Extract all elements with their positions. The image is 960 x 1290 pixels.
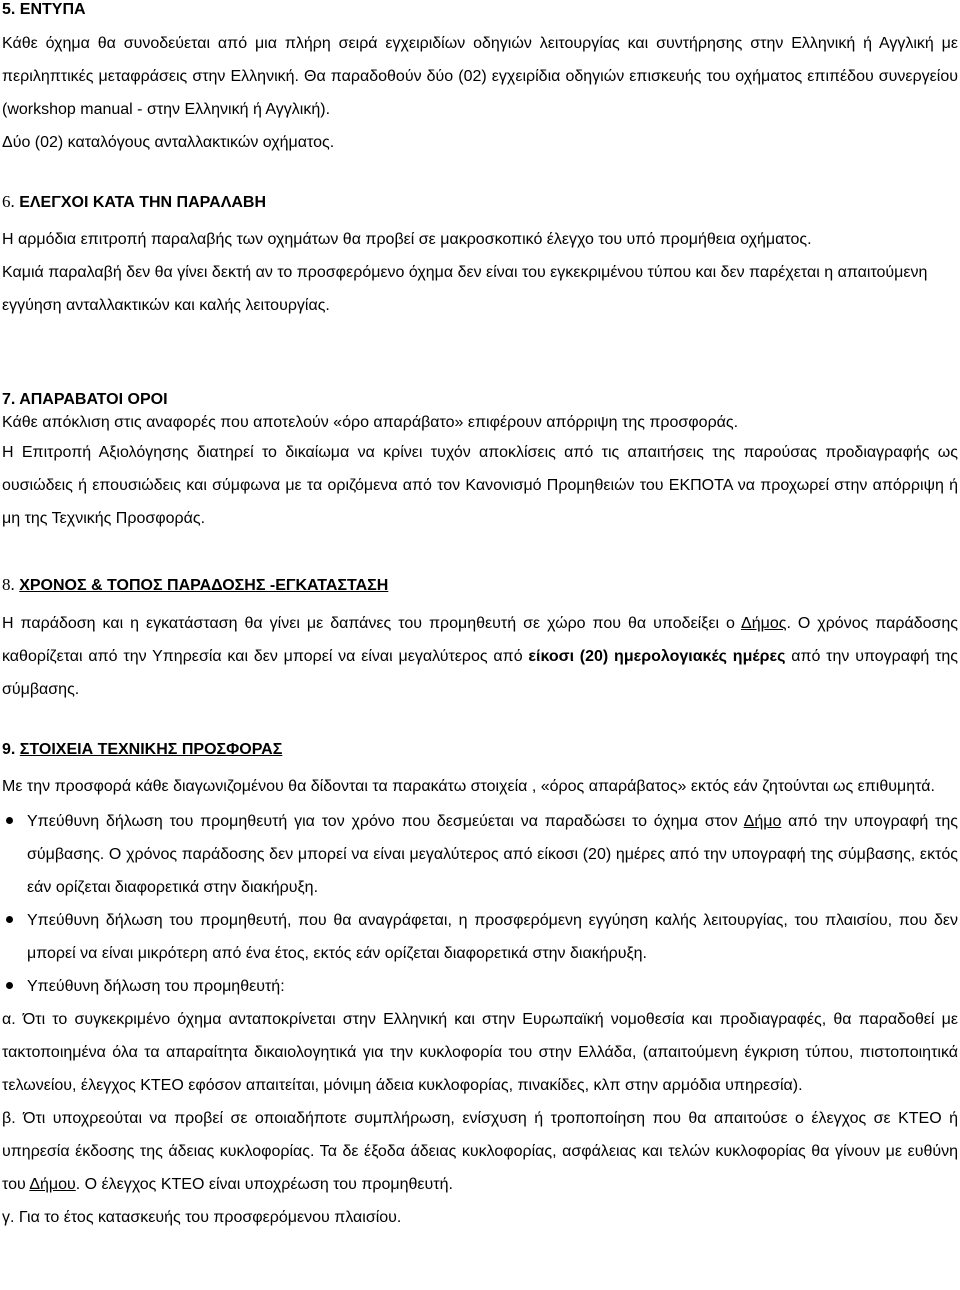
section-6-p1: Η αρμόδια επιτροπή παραλαβής των οχημάτων θα προβεί σε μακροσκοπικό έλεγχο του υπό προμήθεια οχήματος. [2, 231, 812, 248]
section-9-item-b [2, 1102, 958, 1201]
item-b-dimou: Δήμου [29, 1176, 76, 1193]
section-8 [2, 575, 958, 706]
section-7-p2: Η Επιτροπή Αξιολόγησης διατηρεί το δικαίωμα να κρίνει τυχόν αποκλίσεις από τις απαιτήσεις της παρούσας προδιαγραφής ως ουσιώδεις ή επουσιώδεις και σύμφωνα με τα οριζόμενα από τον Κανονισμό Προμηθειών του ΕΚΠΟΤΑ να προχωρεί στην απόρριψη ή μη της Τεχνικής Προσφοράς. [2, 444, 958, 527]
bullet-dot-icon [6, 982, 13, 989]
section-8-text-b: . Ο χρόνος παράδοσης καθορίζεται από την Υπηρεσία και δεν μπορεί να είναι μεγαλύτερος από [2, 615, 958, 665]
section-6-number: 6. [2, 192, 15, 211]
section-9-number: 9. [2, 741, 16, 758]
section-9-bullet-1 [2, 805, 958, 904]
bullet-dot-icon [6, 916, 13, 923]
item-b-text-b: . Ο έλεγχος ΚΤΕΟ είναι υποχρέωση του προμηθευτή. [75, 1176, 453, 1193]
bullet-2-text: Υπεύθυνη δήλωση του προμηθευτή, που θα αναγράφεται, η προσφερόμενη εγγύηση καλής λειτουργίας, του πλαισίου, που δεν μπορεί να είναι μικρότερη από ένα έτος, εκτός εάν ορίζεται διαφορετικά στην διακήρυξη. [27, 912, 958, 962]
section-8-number: 8. [2, 575, 15, 594]
section-5 [2, 0, 958, 159]
section-8-dimos: Δήμος [741, 615, 787, 632]
section-8-title: ΧΡΟΝΟΣ & ΤΟΠΟΣ ΠΑΡΑΔΟΣΗΣ -ΕΓΚΑΤΑΣΤΑΣΗ [19, 577, 389, 594]
bullet-3-text: Υπεύθυνη δήλωση του προμηθευτή: [27, 978, 285, 995]
section-5-heading: 5. ΕΝΤΥΠΑ [2, 1, 86, 18]
section-5-text: Κάθε όχημα θα συνοδεύεται από μια πλήρη σειρά εγχειριδίων οδηγιών λειτουργίας και συντήρησης στην Ελληνική ή Αγγλική με περιληπτικές μεταφράσεις στην Ελληνική. Θα παραδοθούν δύο (02) εγχειρίδια οδηγιών επισκευής του οχήματος επιπέδου συνεργείου (workshop manual - στην Ελληνική ή Αγγλική). [2, 35, 958, 118]
section-8-text-c: από την υπογραφή της σύμβασης. [2, 648, 959, 698]
section-9-bullet-2 [2, 904, 958, 970]
bullet-1-dimo: Δήμο [743, 813, 782, 830]
section-7-p1: Κάθε απόκλιση στις αναφορές που αποτελούν «όρο απαράβατο» επιφέρουν απόρριψη της προσφοράς. [2, 414, 739, 431]
section-9-title: ΣΤΟΙΧΕΙΑ ΤΕΧΝΙΚΗΣ ΠΡΟΣΦΟΡΑΣ [19, 741, 283, 758]
section-6-title: ΕΛΕΓΧΟΙ ΚΑΤΑ ΤΗΝ ΠΑΡΑΛΑΒΗ [19, 194, 267, 211]
section-9 [2, 740, 958, 1234]
section-8-text-a: Η παράδοση και η εγκατάσταση θα γίνει με δαπάνες του προμηθευτή σε χώρο που θα υποδείξει ο [2, 615, 742, 632]
section-9-heading [2, 740, 958, 760]
section-8-paragraph [2, 607, 958, 706]
section-6 [2, 192, 958, 322]
section-9-intro: Με την προσφορά κάθε διαγωνιζομένου θα δίδονται τα παρακάτω στοιχεία , «όρος απαράβατος» εκτός εάν ζητούνται ως επιθυμητά. [2, 778, 935, 795]
section-9-item-c: γ. Για το έτος κατασκευής του προσφερόμενου πλαισίου. [2, 1209, 402, 1226]
bullet-1-text-a: Υπεύθυνη δήλωση του προμηθευτή για τον χρόνο που δεσμεύεται να παραδώσει το όχημα στον [27, 813, 744, 830]
section-6-heading [2, 192, 958, 213]
section-9-bullet-3 [2, 970, 958, 1003]
section-6-p2: Καμιά παραλαβή δεν θα γίνει δεκτή αν το προσφερόμενο όχημα δεν είναι του εγκεκριμένου τύπου και δεν παρέχεται η απαιτούμενη εγγύηση ανταλλακτικών και καλής λειτουργίας. [2, 264, 928, 314]
section-8-days: είκοσι (20) ημερολογιακές ημέρες [528, 648, 786, 665]
section-5-text-2: Δύο (02) καταλόγους ανταλλακτικών οχήματος. [2, 134, 335, 151]
bullet-1-text-b: από την υπογραφή της σύμβασης. Ο χρόνος παράδοσης δεν μπορεί να είναι μεγαλύτερος από είκοσι (20) ημέρες από την υπογραφή της σύμβασης, εκτός εάν ορίζεται διαφορετικά στην διακήρυξη. [27, 813, 959, 896]
section-8-heading [2, 575, 958, 596]
section-7-heading: 7. ΑΠΑΡΑΒΑΤΟΙ ΟΡΟΙ [2, 391, 168, 408]
section-7 [2, 390, 958, 535]
section-9-item-a: α. Ότι το συγκεκριμένο όχημα ανταποκρίνεται στην Ελληνική και στην Ευρωπαϊκή νομοθεσία και προδιαγραφές, θα παραδοθεί με τακτοποιημένα όλα τα απαραίτητα δικαιολογητικά για την κυκλοφορία του στην Ελλάδα, (απαιτούμενη έγκριση τύπου, πιστοποιητικά τελωνείου, έλεγχος ΚΤΕΟ εφόσον απαιτείται, μόνιμη άδεια κυκλοφορίας, πινακίδες, κλπ στην αρμόδια υπηρεσία). [2, 1011, 958, 1094]
item-b-text-a: β. Ότι υποχρεούται να προβεί σε οποιαδήποτε συμπλήρωση, ενίσχυση ή τροποποίηση που θα απαιτούσε ο έλεγχος σε ΚΤΕΟ ή υπηρεσία έκδοσης της άδειας κυκλοφορίας. Τα δε έξοδα άδειας κυκλοφορίας, ασφάλειας και τελών κυκλοφορίας θα γίνουν με ευθύνη του [2, 1110, 958, 1193]
bullet-dot-icon [6, 817, 13, 824]
